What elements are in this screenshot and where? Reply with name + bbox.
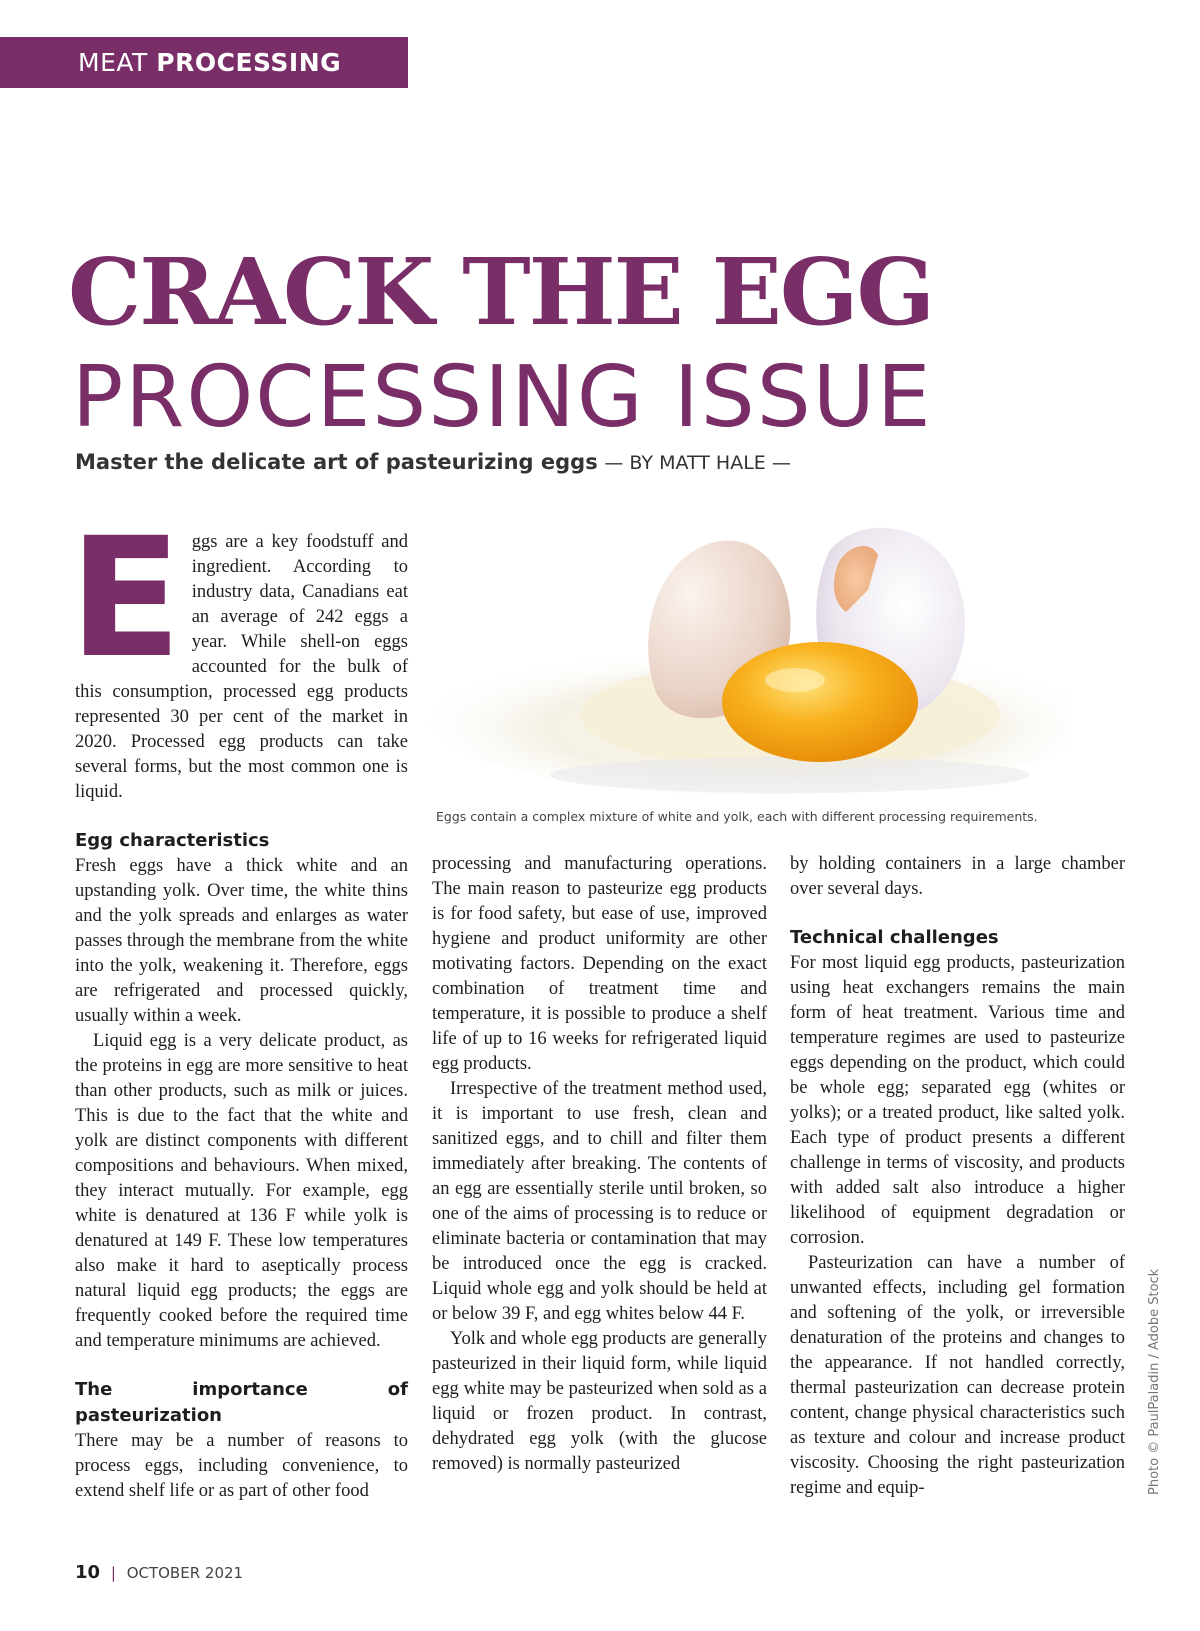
- paragraph: Liquid egg is a very delicate product, as the proteins in egg are more sensitive to heat than other products, such as milk or juices. This is due to the fact that the white and yolk are distinct components with different compositions and behaviours. When mixed, they interact mutually. For example, egg white is denatured at 136 F while yolk is denatured at 149 F. These low temperatures also make it hard to aseptically process natural liquid egg products; the eggs are frequently cooked before the required time and temperature minimums are achieved.: [75, 1031, 408, 1351]
- issue-date: OCTOBER 2021: [126, 1564, 244, 1582]
- column-1: [75, 828, 408, 1504]
- paragraph: processing and manufacturing operations. The main reason to pasteurize egg products is for food safety, but ease of use, improved hygiene and product uniformity are other motivating factors. Depending on the exact combination of treatment time and temperature, it is possible to produce a shelf life of up to 16 weeks for refrigerated liquid egg products.: [432, 854, 767, 1074]
- heading-egg-characteristics: Egg characteristics: [75, 830, 270, 851]
- page-number: 10: [75, 1562, 101, 1583]
- section-label-light: MEAT: [78, 48, 148, 77]
- deck: Master the delicate art of pasteurizing eggs: [75, 450, 598, 474]
- column-2: [432, 852, 767, 1477]
- intro-text: ggs are a key foodstuff and ingredient. According to industry data, Canadians eat an average of 242 eggs a year. While shell-on eggs accounted for the bulk of this consumption, processed egg products represented 30 per cent of the market in 2020. Processed egg products can take several forms, but the most common one is liquid.: [75, 532, 408, 802]
- paragraph: by holding containers in a large chamber over several days.: [790, 854, 1125, 899]
- egg-photo: [430, 520, 1070, 805]
- section-label: [0, 37, 408, 88]
- footer-separator: |: [110, 1564, 116, 1582]
- paragraph: Fresh eggs have a thick white and an upstanding yolk. Over time, the white thins and the yolk spreads and enlarges as water passes through the membrane from the white into the yolk, weakening it. Therefore, eggs are refrigerated and processed quickly, usually within a week.: [75, 856, 408, 1026]
- subtitle: [75, 447, 1075, 478]
- heading-importance-of-pasteurization: The importance of pasteurization: [75, 1379, 408, 1426]
- drop-cap: E: [69, 502, 182, 694]
- paragraph: There may be a number of reasons to process eggs, including convenience, to extend shelf life or as part of other food: [75, 1431, 408, 1501]
- section-label-bold: PROCESSING: [156, 48, 342, 77]
- paragraph: Irrespective of the treatment method used, it is important to use fresh, clean and sanitized eggs, and to chill and filter them immediately after breaking. The contents of an egg are essentially sterile until broken, so one of the aims of processing is to reduce or eliminate bacteria or contamination that may be introduced once the egg is cracked. Liquid whole egg and yolk should be held at or below 39 F, and egg whites below 44 F.: [432, 1079, 767, 1324]
- yolk: [722, 642, 918, 762]
- paragraph: For most liquid egg products, pasteurization using heat exchangers remains the main form of heat treatment. Various time and temperature regimes are used to pasteurize eggs depending on the product, which could be whole egg; separated egg (whites or yolks); or a treated product, like salted yolk. Each type of product presents a different challenge in terms of viscosity, and products with added salt also introduce a higher likelihood of equipment degradation or corrosion.: [790, 953, 1125, 1248]
- paragraph: Yolk and whole egg products are generally pasteurized in their liquid form, while liquid egg white may be pasteurized when sold as a liquid or frozen product. In contrast, dehydrated egg yolk (with the glucose removed) is normally pasteurized: [432, 1329, 767, 1474]
- intro-paragraph: [69, 502, 408, 805]
- photo-caption: Eggs contain a complex mixture of white and yolk, each with different processing requirements.: [436, 809, 1038, 824]
- title-line-1: CRACK THE EGG: [68, 238, 934, 346]
- paragraph: Pasteurization can have a number of unwanted effects, including gel formation and softening of the yolk, or irreversible denaturation of the proteins and changes to the appearance. If not handled correctly, thermal pasteurization can decrease protein content, change physical characteristics such as texture and colour and increase product viscosity. Choosing the right pasteurization regime and equip-: [790, 1253, 1125, 1498]
- title-line-2: PROCESSING ISSUE: [72, 348, 933, 447]
- page-footer: [75, 1562, 243, 1584]
- photo-credit: Photo © PaulPaladin / Adobe Stock: [1147, 1268, 1162, 1495]
- column-3: [790, 852, 1125, 1501]
- heading-technical-challenges: Technical challenges: [790, 927, 999, 948]
- byline: — BY MATT HALE —: [604, 452, 791, 474]
